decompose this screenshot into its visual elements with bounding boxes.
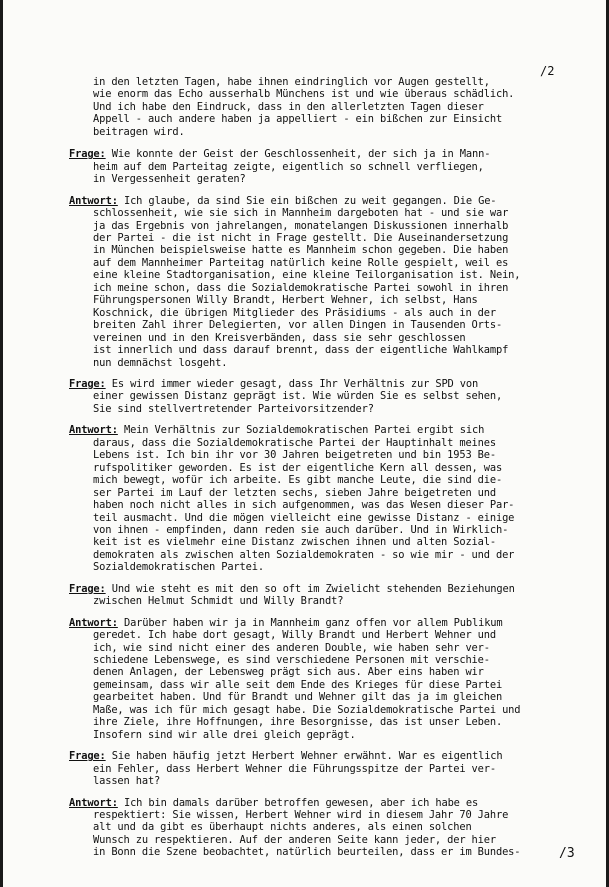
text-line: eine kleine Stadtorganisation, eine kleine Teilorganisation ist. Nein, [93,269,521,282]
first-line-text: Sie haben häufig jetzt Herbert Wehner erwähnt. War es eigentlich [105,750,503,763]
answer-paragraph [69,195,609,369]
interview-text [69,76,609,868]
page-number-top: /2 [540,64,555,78]
text-line: gearbeitet haben. Und für Brandt und Wehner gilt das ja im gleichen [93,691,503,704]
first-line-text: Es wird immer wieder gesagt, dass Ihr Verhältnis zur SPD von [105,377,479,390]
text-line: ser Partei im Lauf der letzten sechs, sieben Jahre beigetreten und [93,486,496,499]
text-line [69,378,609,390]
question-label: Frage: [69,377,106,390]
text-line: Wunsch zu respektieren. Auf der anderen Seite kann jeder, der hier [93,833,496,846]
question-label: Frage: [69,582,106,595]
text-line: daraus, dass die Sozialdemokratische Partei der Hauptinhalt meines [93,436,496,449]
text-line: Sozialdemokratischen Partei. [93,561,264,574]
text-line [69,583,609,595]
question-paragraph [69,583,609,608]
answer-paragraph [69,617,609,742]
first-line-text: Darüber haben wir ja in Mannheim ganz offen vor allem Publikum [117,616,503,629]
text-line: Lebens ist. Ich bin ihr vor 30 Jahren beigetreten und bin 1953 Be- [93,449,496,462]
text-line: demokraten als zwischen alten Sozialdemokraten - so wie mir - und der [93,548,515,561]
text-line: breiten Zahl ihrer Delegierten, vor allen Dingen in Tausenden Orts- [93,319,503,332]
text-line: von ihnen - empfinden, dann reden sie auch darüber. Und in Wirklich- [93,523,509,536]
text-line [69,195,609,207]
text-line [69,617,609,629]
text-line: respektiert: Sie wissen, Herbert Wehner wird in diesem Jahr 70 Jahre [93,809,509,822]
text-line: teil ausmacht. Und die mögen vielleicht eine gewisse Distanz - einige [93,511,515,524]
answer-label: Antwort: [69,194,118,207]
text-line: ich, wie sind nicht einer des anderen Double, wie haben sehr ver- [93,641,490,654]
question-paragraph [69,378,609,415]
page-number-bottom: /3 [559,846,575,861]
text-line: ein Fehler, dass Herbert Wehner die Führungsspitze der Partei ver- [93,762,496,775]
answer-paragraph [69,424,609,573]
first-line-text: Wie konnte der Geist der Geschlossenheit, der sich ja in Mann- [105,148,491,161]
qa-blocks [69,148,609,859]
question-label: Frage: [69,750,106,763]
intro-paragraph [93,76,609,138]
text-line: rufspolitiker geworden. Es ist der eigentliche Kern all dessen, was [93,461,503,474]
text-line: vereinen und in den Kreisverbänden, dass sie sehr geschlossen [93,331,466,344]
answer-label: Antwort: [69,424,118,437]
text-line: denen Anlagen, der Lebensweg prägt sich aus. Aber eins haben wir [93,666,484,679]
text-line: geredet. Ich habe dort gesagt, Willy Brandt und Herbert Wehner und [93,629,496,642]
text-line: Insofern sind wir alle drei gleich geprägt. [93,728,356,741]
text-line: einer gewissen Distanz geprägt ist. Wie würden Sie es selbst sehen, [93,390,503,403]
text-line: in Bonn die Szene beobachtet, natürlich beurteilen, dass er im Bundes- [93,846,521,859]
first-line-text: Ich glaube, da sind Sie ein bißchen zu weit gegangen. Die Ge- [117,194,497,207]
text-line: ich meine schon, dass die Sozialdemokratische Partei sowohl in ihren [93,281,509,294]
text-line: heim auf dem Parteitag zeigte, eigentlich so schnell verfliegen, [93,160,484,173]
text-line [69,797,609,809]
text-line: der Partei - die ist nicht in Frage gestellt. Die Auseinandersetzung [93,231,509,244]
question-label: Frage: [69,148,106,161]
answer-label: Antwort: [69,796,118,809]
text-line [69,750,609,762]
text-line: Koschnick, die übrigen Mitglieder des Präsidiums - als auch in der [93,306,496,319]
text-line: Maße, was ich für mich gesagt habe. Die Sozialdemokratische Partei und [93,703,521,716]
text-line: mich bewegt, wofür ich arbeite. Es gibt manche Leute, die sind die- [93,474,503,487]
answer-label: Antwort: [69,616,118,629]
text-line: ist innerlich und dass darauf brennt, dass der eigentliche Wahlkampf [93,344,509,357]
text-line: keit ist es vielmehr eine Distanz zwischen ihnen und alten Sozial- [93,536,496,549]
text-line: zwischen Helmut Schmidt und Willy Brandt? [93,595,344,608]
text-line: lassen hat? [93,775,161,788]
text-line: wie enorm das Echo ausserhalb Münchens ist und wie überaus schädlich. [93,88,515,101]
text-line: schlossenheit, wie sie sich in Mannheim dargeboten hat - und sie war [93,207,509,220]
text-line: in München beispielsweise hatte es Mannheim schon gegeben. Die haben [93,244,509,257]
text-line: in den letzten Tagen, habe ihnen eindringlich vor Augen gestellt, [93,76,490,88]
text-line: ja das Ergebnis von jahrelangen, monatelangen Diskussionen innerhalb [93,219,509,232]
first-line-text: Ich bin damals darüber betroffen gewesen, aber ich habe es [117,796,479,809]
text-line: auf dem Mannheimer Parteitag natürlich keine Rolle gespielt, weil es [93,256,509,269]
text-line: gemeinsam, dass wir alle seit dem Ende des Krieges für diese Partei [93,678,503,691]
text-line: nun demnächst losgeht. [93,356,228,369]
answer-paragraph [69,797,609,859]
question-paragraph [69,148,609,185]
first-line-text: Und wie steht es mit den so oft im Zwielicht stehenden Beziehungen [105,582,515,595]
text-line: haben noch nicht alles in sich aufgenommen, was das Wesen dieser Par- [93,499,515,512]
text-line: ihre Ziele, ihre Hoffnungen, ihre Besorgnisse, das ist unser Leben. [93,716,503,729]
text-line: in Vergessenheit geraten? [93,173,246,186]
text-line: Sie sind stellvertretender Parteivorsitzender? [93,402,374,415]
question-paragraph [69,750,609,787]
text-line: schiedene Lebenswege, es sind verschiedene Personen mit verschie- [93,654,490,667]
first-line-text: Mein Verhältnis zur Sozialdemokratischen Partei ergibt sich [117,424,485,437]
text-line: alt und da gibt es überhaupt nichts anderes, als einen solchen [93,821,472,834]
text-line: Und ich habe den Eindruck, dass in den allerletzten Tagen dieser [93,100,484,113]
text-line: beitragen wird. [93,125,185,138]
text-line [69,148,609,160]
text-line: Führungspersonen Willy Brandt, Herbert Wehner, ich selbst, Hans [93,294,478,307]
text-line [69,424,609,436]
text-line: Appell - auch andere haben ja appelliert - ein bißchen zur Einsicht [93,113,503,126]
